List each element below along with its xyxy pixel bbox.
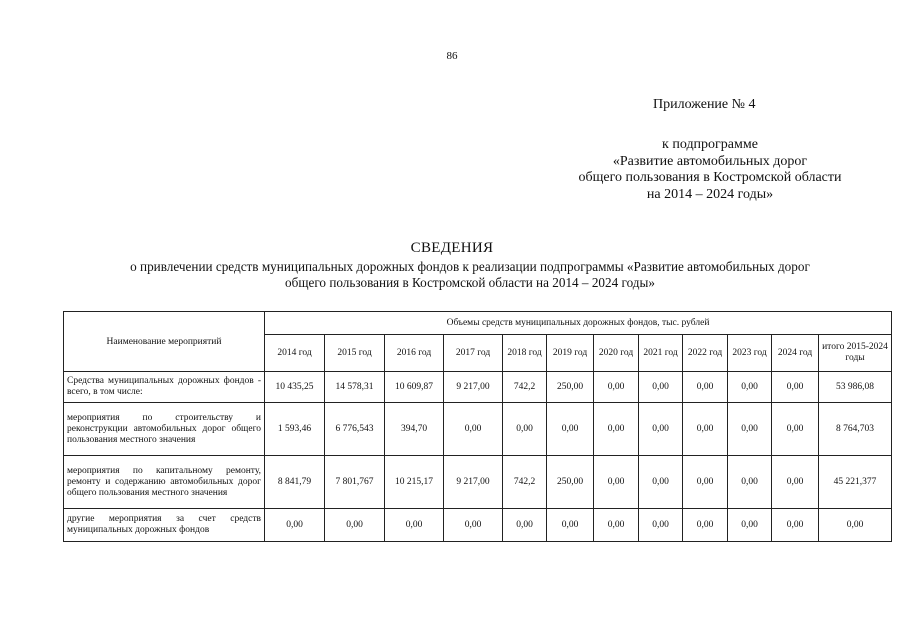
value-cell: 0,00 <box>772 456 819 509</box>
subtitle-line: о привлечении средств муниципальных дорожных фондов к реализации подпрограммы «Развитие автомобильных дорог <box>130 259 810 274</box>
year-header: 2020 год <box>594 335 639 372</box>
value-cell: 742,2 <box>503 456 547 509</box>
year-header: 2014 год <box>265 335 325 372</box>
subprogram-line: к подпрограмме <box>662 137 758 152</box>
value-cell: 0,00 <box>772 509 819 542</box>
year-header: 2024 год <box>772 335 819 372</box>
value-cell: 9 217,00 <box>444 456 503 509</box>
table-row <box>64 372 892 403</box>
value-cell: 0,00 <box>683 456 728 509</box>
value-cell: 0,00 <box>594 456 639 509</box>
value-cell: 0,00 <box>444 403 503 456</box>
year-header: 2023 год <box>728 335 772 372</box>
value-cell: 0,00 <box>772 403 819 456</box>
year-header: 2019 год <box>547 335 594 372</box>
year-header: 2015 год <box>325 335 385 372</box>
value-cell: 742,2 <box>503 372 547 403</box>
subtitle-line: общего пользования в Костромской области на 2014 – 2024 годы» <box>285 275 655 290</box>
value-cell: 1 593,46 <box>265 403 325 456</box>
table-row <box>64 509 892 542</box>
value-cell: 0,00 <box>594 509 639 542</box>
value-cell: 0,00 <box>728 509 772 542</box>
value-cell: 0,00 <box>385 509 444 542</box>
subprogram-line: общего пользования в Костромской области <box>578 170 842 185</box>
subprogram-line: «Развитие автомобильных дорог <box>612 153 808 169</box>
value-cell: 10 609,87 <box>385 372 444 403</box>
value-cell: 0,00 <box>444 509 503 542</box>
name-column-header: Наименование мероприятий <box>64 312 265 372</box>
table-row <box>64 456 892 509</box>
value-cell: 0,00 <box>265 509 325 542</box>
value-cell: 0,00 <box>728 456 772 509</box>
value-cell: 10 215,17 <box>385 456 444 509</box>
value-cell: 14 578,31 <box>325 372 385 403</box>
value-cell: 0,00 <box>772 372 819 403</box>
value-cell: 0,00 <box>594 372 639 403</box>
total-cell: 45 221,377 <box>819 456 892 509</box>
table-row <box>64 403 892 456</box>
value-cell: 0,00 <box>594 403 639 456</box>
total-cell: 53 986,08 <box>819 372 892 403</box>
funds-table <box>63 311 892 542</box>
year-header: 2018 год <box>503 335 547 372</box>
value-cell: 0,00 <box>683 403 728 456</box>
funds-group-header: Объемы средств муниципальных дорожных фондов, тыс. рублей <box>265 312 892 335</box>
value-cell: 0,00 <box>728 403 772 456</box>
value-cell: 0,00 <box>683 372 728 403</box>
value-cell: 0,00 <box>325 509 385 542</box>
value-cell: 8 841,79 <box>265 456 325 509</box>
year-header: 2022 год <box>683 335 728 372</box>
subprogram-line: на 2014 – 2024 годы» <box>646 186 774 202</box>
value-cell: 0,00 <box>639 403 683 456</box>
value-cell: 9 217,00 <box>444 372 503 403</box>
appendix-label: Приложение № 4 <box>653 97 756 112</box>
page-number: 86 <box>446 50 458 62</box>
document-subtitle <box>40 259 900 291</box>
value-cell: 6 776,543 <box>325 403 385 456</box>
value-cell: 0,00 <box>639 509 683 542</box>
row-label: Средства муниципальных дорожных фондов - всего, в том числе: <box>64 372 265 403</box>
document-title: СВЕДЕНИЯ <box>410 240 494 256</box>
total-header: итого 2015-2024 годы <box>819 335 892 372</box>
value-cell: 394,70 <box>385 403 444 456</box>
total-cell: 8 764,703 <box>819 403 892 456</box>
year-header: 2021 год <box>639 335 683 372</box>
year-header: 2017 год <box>444 335 503 372</box>
row-label: мероприятия по строительству и реконструкции автомобильных дорог общего пользования местного значения <box>64 403 265 456</box>
value-cell: 0,00 <box>547 403 594 456</box>
subprogram-reference <box>520 137 900 203</box>
value-cell: 0,00 <box>639 372 683 403</box>
value-cell: 0,00 <box>547 509 594 542</box>
row-label: мероприятия по капитальному ремонту, ремонту и содержанию автомобильных дорог общего пользования местного значения <box>64 456 265 509</box>
value-cell: 0,00 <box>639 456 683 509</box>
year-header: 2016 год <box>385 335 444 372</box>
value-cell: 250,00 <box>547 372 594 403</box>
row-label: другие мероприятия за счет средств муниципальных дорожных фондов <box>64 509 265 542</box>
value-cell: 0,00 <box>728 372 772 403</box>
value-cell: 250,00 <box>547 456 594 509</box>
value-cell: 0,00 <box>503 403 547 456</box>
value-cell: 10 435,25 <box>265 372 325 403</box>
value-cell: 0,00 <box>683 509 728 542</box>
value-cell: 0,00 <box>503 509 547 542</box>
total-cell: 0,00 <box>819 509 892 542</box>
value-cell: 7 801,767 <box>325 456 385 509</box>
